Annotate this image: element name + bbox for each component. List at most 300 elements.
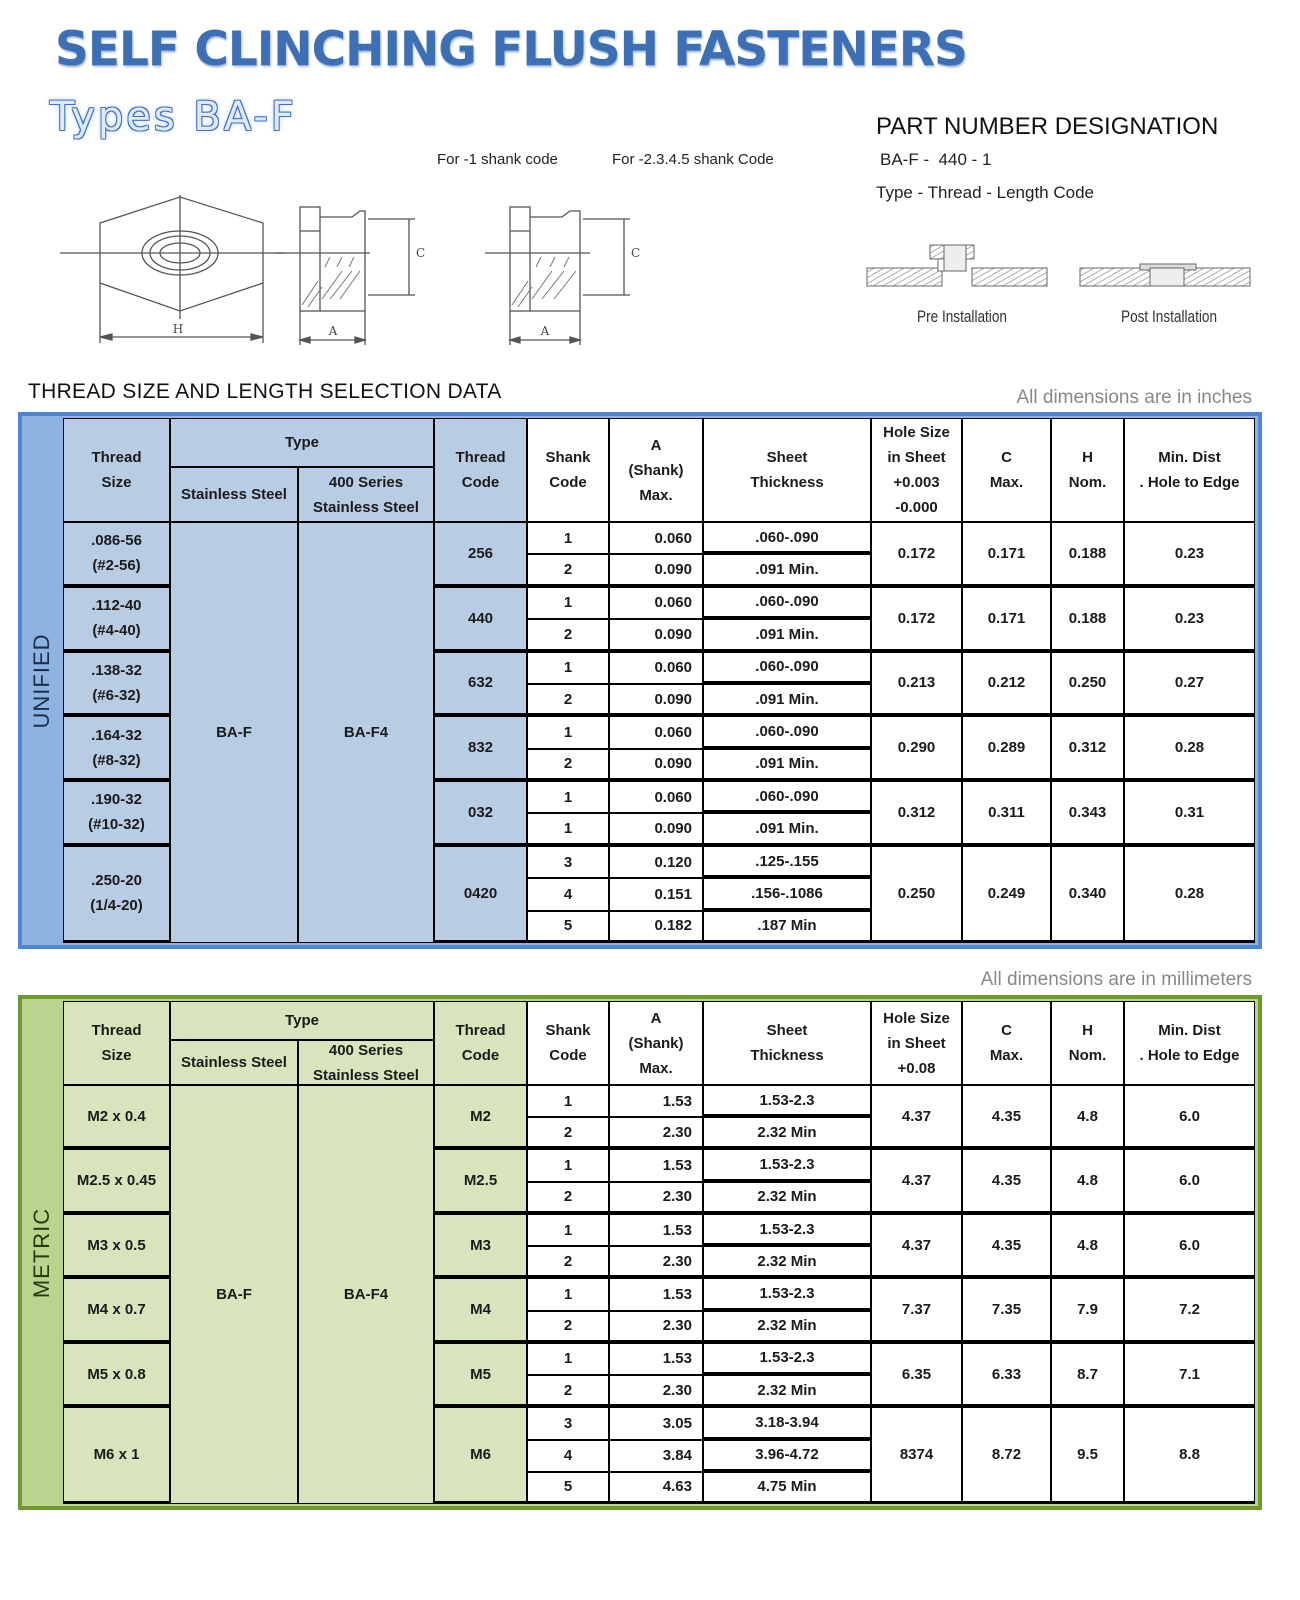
sheet-thickness-cell: 1.53-2.3 (703, 1278, 871, 1310)
h-nom-cell: 7.9 (1051, 1278, 1124, 1342)
c-max-cell: 0.212 (962, 652, 1051, 717)
unified-side-label (22, 416, 62, 945)
min-dist-cell: 7.1 (1124, 1343, 1255, 1407)
header-hole-size-line: Hole Size (883, 1009, 950, 1027)
header-a-shank-max-line: A (650, 1009, 662, 1027)
metric-table (18, 995, 1262, 1510)
thread-size-cell-text (91, 658, 142, 708)
min-dist-cell: 8.8 (1124, 1407, 1255, 1504)
a-shank-cell: 1.53 (609, 1149, 703, 1181)
sheet-thickness-cell: .187 Min (703, 911, 871, 943)
header-thread-code-text (455, 445, 505, 495)
thread-code-cell: 256 (434, 522, 527, 587)
min-dist-cell: 0.23 (1124, 587, 1255, 652)
thread-size-cell-line: M6 x 1 (93, 1446, 140, 1464)
header-h-nom-line: Nom. (1068, 1047, 1107, 1064)
sheet-thickness-cell: .060-.090 (703, 652, 871, 684)
part-number-legend: Type - Thread - Length Code (876, 183, 1094, 202)
header-h-nom-text (1069, 445, 1107, 495)
sheet-thickness-cell: .060-.090 (703, 587, 871, 619)
thread-size-cell-line: (#6-32) (92, 686, 141, 704)
installation-drawings (862, 240, 1257, 295)
c-max-cell: 4.35 (962, 1214, 1051, 1278)
sheet-thickness-cell: .060-.090 (703, 522, 871, 554)
pre-installation-label: Pre Installation (917, 307, 1007, 326)
metric-grid (63, 1001, 1256, 1504)
header-h-nom-line: Nom. (1068, 474, 1107, 491)
a-shank-cell: 3.05 (609, 1407, 703, 1439)
h-nom-cell: 0.312 (1051, 716, 1124, 781)
header-shank-code (527, 1001, 609, 1085)
c-max-cell: 0.171 (962, 587, 1051, 652)
dim-label-a-2: A (540, 324, 550, 338)
header-sheet-thickness-text (750, 1018, 823, 1068)
thread-code-cell: M6 (434, 1407, 527, 1504)
a-shank-cell: 1.53 (609, 1343, 703, 1375)
shank-code-cell: 1 (527, 813, 609, 845)
a-shank-cell: 1.53 (609, 1278, 703, 1310)
shank-code-cell: 4 (527, 878, 609, 910)
c-max-cell: 6.33 (962, 1343, 1051, 1407)
min-dist-cell: 0.23 (1124, 522, 1255, 587)
header-shank-code-text (545, 1018, 590, 1068)
c-max-cell: 8.72 (962, 1407, 1051, 1504)
header-shank-code-text (545, 445, 590, 495)
h-nom-cell: 4.8 (1051, 1085, 1124, 1149)
header-type-400-series-line: 400 Series (328, 1041, 404, 1059)
header-type-stainless: Stainless Steel (170, 1040, 298, 1085)
header-c-max (962, 1001, 1051, 1085)
thread-size-cell-line: .250-20 (91, 872, 142, 890)
dim-label-a: A (328, 324, 338, 338)
header-type: Type (170, 1001, 434, 1040)
min-dist-cell: 6.0 (1124, 1149, 1255, 1213)
header-thread-size-text (91, 1018, 141, 1068)
c-max-cell: 4.35 (962, 1085, 1051, 1149)
hole-size-cell: 0.312 (871, 781, 962, 846)
shank-code-cell: 3 (527, 846, 609, 878)
a-shank-cell: 0.090 (609, 813, 703, 845)
a-shank-cell: 0.090 (609, 619, 703, 651)
h-nom-cell: 0.343 (1051, 781, 1124, 846)
c-max-cell: 0.311 (962, 781, 1051, 846)
thread-size-cell-line: (#10-32) (88, 816, 145, 834)
header-type-400-series (298, 467, 434, 522)
sheet-thickness-cell: .060-.090 (703, 781, 871, 813)
header-type-400-series (298, 1040, 434, 1085)
header-type-stainless: Stainless Steel (170, 467, 298, 522)
thread-size-cell-line: .138-32 (91, 661, 142, 679)
side-view-shank-2345-drawing (485, 207, 630, 345)
shank-code-cell: 2 (527, 1375, 609, 1407)
thread-code-cell: M2 (434, 1085, 527, 1149)
header-thread-size (63, 418, 170, 522)
a-shank-cell: 0.060 (609, 652, 703, 684)
header-hole-size-line: +0.08 (897, 1059, 936, 1077)
thread-size-cell-line: (#2-56) (92, 557, 141, 575)
header-thread-code-line: Code (461, 1047, 500, 1064)
min-dist-cell: 0.27 (1124, 652, 1255, 717)
header-c-max-text (990, 1018, 1023, 1068)
c-max-cell: 0.249 (962, 846, 1051, 943)
header-thread-code-line: Thread (455, 449, 506, 466)
header-hole-size-line: Hole Size (883, 424, 950, 441)
thread-size-cell (63, 716, 170, 781)
header-hole-size (871, 1001, 962, 1085)
a-shank-cell: 2.30 (609, 1182, 703, 1214)
header-c-max-line: Max. (989, 1047, 1024, 1064)
post-installation-label: Post Installation (1121, 307, 1218, 326)
metric-side-label-text: METRIC (29, 1207, 54, 1298)
header-h-nom-line: H (1082, 1022, 1093, 1039)
shank-code-cell: 2 (527, 1117, 609, 1149)
thread-size-cell (63, 1085, 170, 1149)
unified-side-label-text: UNIFIED (29, 633, 54, 728)
sheet-thickness-cell: 2.32 Min (703, 1182, 871, 1214)
header-sheet-thickness-line: Thickness (750, 474, 824, 491)
header-thread-code-text (455, 1018, 505, 1068)
header-thread-size-text (91, 445, 141, 495)
header-a-shank-max-line: Max. (639, 486, 673, 504)
hole-size-cell: 0.172 (871, 587, 962, 652)
sheet-thickness-cell: .125-.155 (703, 846, 871, 878)
h-nom-cell: 9.5 (1051, 1407, 1124, 1504)
header-min-dist (1124, 1001, 1255, 1085)
header-type-400-series-line: Stainless Steel (313, 498, 419, 516)
thread-size-cell-line: .190-32 (91, 791, 142, 809)
header-hole-size-line: in Sheet (887, 1034, 946, 1052)
sheet-thickness-cell: .091 Min. (703, 749, 871, 781)
header-min-dist-text (1139, 445, 1239, 495)
a-shank-cell: 3.84 (609, 1440, 703, 1472)
sheet-thickness-cell: 2.32 Min (703, 1117, 871, 1149)
header-h-nom-text (1069, 1018, 1107, 1068)
header-thread-code-line: Thread (455, 1022, 506, 1039)
type-400-series-value: BA-F4 (298, 522, 434, 943)
sheet-thickness-cell: 2.32 Min (703, 1311, 871, 1343)
h-nom-cell: 0.250 (1051, 652, 1124, 717)
thread-size-cell (63, 1214, 170, 1278)
header-thread-size-line: Thread (91, 1022, 142, 1039)
a-shank-cell: 0.060 (609, 522, 703, 554)
shank-code-cell: 3 (527, 1407, 609, 1439)
shank-code-cell: 4 (527, 1440, 609, 1472)
thread-code-cell: 832 (434, 716, 527, 781)
hole-size-cell: 0.290 (871, 716, 962, 781)
sheet-thickness-cell: 1.53-2.3 (703, 1149, 871, 1181)
thread-size-cell (63, 522, 170, 587)
header-c-max-line: C (1001, 1022, 1012, 1039)
a-shank-cell: 0.090 (609, 684, 703, 716)
header-shank-code-line: Code (549, 474, 587, 491)
thread-size-cell-line: M4 x 0.7 (87, 1301, 146, 1319)
header-shank-code-line: Shank (545, 449, 591, 466)
header-min-dist (1124, 418, 1255, 522)
side-view-shank-1-drawing (275, 207, 415, 345)
thread-size-cell-text (87, 1104, 145, 1129)
thread-size-cell-text (90, 868, 143, 918)
thread-size-cell-line: M5 x 0.8 (87, 1365, 146, 1383)
hole-size-cell: 7.37 (871, 1278, 962, 1342)
shank-code-cell: 1 (527, 1149, 609, 1181)
c-max-cell: 0.289 (962, 716, 1051, 781)
shank-code-cell: 1 (527, 652, 609, 684)
thread-code-cell: 632 (434, 652, 527, 717)
a-shank-cell: 2.30 (609, 1117, 703, 1149)
hole-size-cell: 8374 (871, 1407, 962, 1504)
type-400-series-value: BA-F4 (298, 1085, 434, 1504)
h-nom-cell: 0.188 (1051, 587, 1124, 652)
hole-size-cell: 4.37 (871, 1085, 962, 1149)
header-shank-code-line: Shank (545, 1022, 591, 1039)
type-stainless-value: BA-F (170, 1085, 298, 1504)
a-shank-cell: 0.060 (609, 781, 703, 813)
units-note-millimeters: All dimensions are in millimeters (980, 969, 1252, 990)
thread-size-cell-text (88, 787, 145, 837)
thread-size-cell-line: .086-56 (91, 532, 142, 550)
header-shank-code-line: Code (549, 1047, 587, 1064)
header-type-400-series-line: 400 Series (328, 473, 404, 491)
sheet-thickness-cell: 3.18-3.94 (703, 1407, 871, 1439)
shank-code-cell: 5 (527, 1472, 609, 1504)
min-dist-cell: 7.2 (1124, 1278, 1255, 1342)
shank-code-cell: 2 (527, 1182, 609, 1214)
a-shank-cell: 2.30 (609, 1375, 703, 1407)
unified-table (18, 412, 1262, 949)
h-nom-cell: 4.8 (1051, 1214, 1124, 1278)
header-sheet-thickness (703, 1001, 871, 1085)
header-type: Type (170, 418, 434, 467)
thread-size-cell-text (94, 1442, 140, 1467)
thread-size-cell (63, 1278, 170, 1342)
header-hole-size-text (883, 1006, 950, 1081)
header-c-max (962, 418, 1051, 522)
sheet-thickness-cell: .091 Min. (703, 813, 871, 845)
dim-label-c: C (416, 246, 426, 260)
header-a-shank-max-line: Max. (639, 1059, 673, 1077)
part-number-title: PART NUMBER DESIGNATION (876, 113, 1219, 140)
h-nom-cell: 0.188 (1051, 522, 1124, 587)
header-thread-size (63, 1001, 170, 1085)
thread-size-cell-text (87, 1362, 145, 1387)
a-shank-cell: 2.30 (609, 1246, 703, 1278)
hole-size-cell: 4.37 (871, 1214, 962, 1278)
thread-size-cell-line: .164-32 (91, 726, 142, 744)
sheet-thickness-cell: 1.53-2.3 (703, 1343, 871, 1375)
header-a-shank-max (609, 418, 703, 522)
page-subtitle: Types BA-F (50, 94, 297, 140)
thread-code-cell: M3 (434, 1214, 527, 1278)
h-nom-cell: 8.7 (1051, 1343, 1124, 1407)
header-thread-code (434, 418, 527, 522)
hex-top-view-drawing (60, 195, 285, 343)
header-c-max-line: C (1001, 449, 1012, 466)
sheet-thickness-cell: 3.96-4.72 (703, 1440, 871, 1472)
a-shank-cell: 0.090 (609, 554, 703, 586)
header-c-max-text (990, 445, 1023, 495)
thread-size-cell-text (77, 1168, 156, 1193)
shank-code-cell: 2 (527, 1246, 609, 1278)
c-max-cell: 4.35 (962, 1149, 1051, 1213)
header-h-nom (1051, 1001, 1124, 1085)
min-dist-cell: 6.0 (1124, 1085, 1255, 1149)
hole-size-cell: 0.250 (871, 846, 962, 943)
a-shank-cell: 2.30 (609, 1311, 703, 1343)
c-max-cell: 0.171 (962, 522, 1051, 587)
type-stainless-value: BA-F (170, 522, 298, 943)
a-shank-cell: 0.151 (609, 878, 703, 910)
min-dist-cell: 0.28 (1124, 846, 1255, 943)
shank-code-cell: 2 (527, 619, 609, 651)
header-hole-size-line: +0.003 (893, 474, 940, 491)
post-installation-drawing (1080, 264, 1250, 286)
shank-code-cell: 1 (527, 1278, 609, 1310)
h-nom-cell: 0.340 (1051, 846, 1124, 943)
header-h-nom-line: H (1082, 449, 1093, 466)
header-shank-code (527, 418, 609, 522)
thread-size-cell (63, 846, 170, 943)
sheet-thickness-cell: .091 Min. (703, 554, 871, 586)
header-thread-size-line: Size (101, 474, 132, 491)
sheet-thickness-cell: .091 Min. (703, 619, 871, 651)
header-thread-size-line: Size (101, 1047, 132, 1064)
shank-code-cell: 2 (527, 554, 609, 586)
min-dist-cell: 6.0 (1124, 1214, 1255, 1278)
shank-code-cell: 2 (527, 749, 609, 781)
pre-installation-drawing (867, 245, 1047, 286)
header-h-nom (1051, 418, 1124, 522)
header-min-dist-line: Min. Dist (1158, 449, 1221, 466)
sheet-thickness-cell: 4.75 Min (703, 1472, 871, 1504)
header-type-400-series-line: Stainless Steel (313, 1066, 419, 1084)
thread-size-cell-line: .112-40 (91, 597, 142, 615)
header-min-dist-line: . Hole to Edge (1139, 1047, 1240, 1064)
header-a-shank-max-line: (Shank) (628, 461, 684, 479)
sheet-thickness-cell: .156-.1086 (703, 878, 871, 910)
shank-code-cell: 5 (527, 911, 609, 943)
thread-size-cell-line: (1/4-20) (90, 897, 143, 915)
thread-size-cell-text (87, 1233, 145, 1258)
shank-code-cell: 1 (527, 587, 609, 619)
thread-size-cell-text (91, 528, 142, 578)
fastener-drawings (60, 195, 740, 350)
a-shank-cell: 4.63 (609, 1472, 703, 1504)
header-sheet-thickness-line: Thickness (750, 1047, 824, 1064)
header-hole-size (871, 418, 962, 522)
thread-size-cell-line: (#4-40) (92, 622, 141, 640)
shank-code-cell: 1 (527, 716, 609, 748)
shank-code-cell: 2 (527, 684, 609, 716)
sheet-thickness-cell: .091 Min. (703, 684, 871, 716)
thread-size-cell-text (91, 723, 142, 773)
min-dist-cell: 0.31 (1124, 781, 1255, 846)
thread-size-cell (63, 1407, 170, 1504)
h-nom-cell: 4.8 (1051, 1149, 1124, 1213)
header-a-shank-max-line: A (650, 436, 662, 454)
thread-size-cell-line: M2 x 0.4 (87, 1107, 146, 1125)
header-a-shank-max-line: (Shank) (628, 1034, 684, 1052)
dim-label-h: H (172, 322, 184, 336)
part-number-example: BA-F - 440 - 1 (880, 150, 992, 169)
shank-code-cell: 1 (527, 1085, 609, 1117)
a-shank-cell: 0.060 (609, 587, 703, 619)
thread-size-cell (63, 781, 170, 846)
header-hole-size-line: in Sheet (887, 449, 946, 466)
section-title: THREAD SIZE AND LENGTH SELECTION DATA (28, 380, 502, 403)
shank-code-cell: 2 (527, 1311, 609, 1343)
thread-size-cell (63, 1343, 170, 1407)
header-a-shank-max (609, 1001, 703, 1085)
caption-shank-2345: For -2.3.4.5 shank Code (612, 151, 774, 168)
thread-code-cell: M2.5 (434, 1149, 527, 1213)
min-dist-cell: 0.28 (1124, 716, 1255, 781)
a-shank-cell: 0.090 (609, 749, 703, 781)
header-thread-code-line: Code (461, 474, 500, 491)
header-hole-size-line: -0.000 (895, 499, 938, 516)
sheet-thickness-cell: 2.32 Min (703, 1375, 871, 1407)
header-thread-size-line: Thread (91, 449, 142, 466)
header-type-400-series-text (313, 1040, 419, 1085)
shank-code-cell: 1 (527, 522, 609, 554)
thread-size-cell (63, 1149, 170, 1213)
hole-size-cell: 0.172 (871, 522, 962, 587)
caption-shank-1: For -1 shank code (437, 151, 558, 168)
thread-code-cell: 032 (434, 781, 527, 846)
header-sheet-thickness-line: Sheet (766, 1022, 808, 1039)
sheet-thickness-cell: .060-.090 (703, 716, 871, 748)
thread-size-cell-line: M2.5 x 0.45 (76, 1172, 157, 1190)
header-c-max-line: Max. (989, 474, 1024, 491)
shank-code-cell: 1 (527, 781, 609, 813)
hole-size-cell: 4.37 (871, 1149, 962, 1213)
thread-size-cell-line: M3 x 0.5 (87, 1236, 146, 1254)
header-a-shank-max-text (628, 1006, 683, 1081)
metric-side-label (22, 999, 62, 1506)
a-shank-cell: 1.53 (609, 1085, 703, 1117)
thread-code-cell: 0420 (434, 846, 527, 943)
c-max-cell: 7.35 (962, 1278, 1051, 1342)
a-shank-cell: 1.53 (609, 1214, 703, 1246)
thread-size-cell-text (87, 1297, 145, 1322)
thread-size-cell (63, 652, 170, 717)
thread-code-cell: M5 (434, 1343, 527, 1407)
header-a-shank-max-text (628, 433, 683, 508)
header-sheet-thickness-line: Sheet (766, 449, 808, 466)
header-sheet-thickness (703, 418, 871, 522)
header-type-400-series-text (313, 470, 419, 520)
hole-size-cell: 0.213 (871, 652, 962, 717)
shank-code-cell: 1 (527, 1343, 609, 1375)
thread-code-cell: M4 (434, 1278, 527, 1342)
thread-size-cell-text (91, 593, 141, 643)
a-shank-cell: 0.060 (609, 716, 703, 748)
thread-code-cell: 440 (434, 587, 527, 652)
sheet-thickness-cell: 1.53-2.3 (703, 1214, 871, 1246)
unified-grid (63, 418, 1256, 943)
header-thread-code (434, 1001, 527, 1085)
a-shank-cell: 0.120 (609, 846, 703, 878)
header-min-dist-line: . Hole to Edge (1139, 474, 1240, 491)
sheet-thickness-cell: 2.32 Min (703, 1246, 871, 1278)
thread-size-cell-line: (#8-32) (92, 751, 141, 769)
header-hole-size-text (883, 420, 950, 520)
sheet-thickness-cell: 1.53-2.3 (703, 1085, 871, 1117)
a-shank-cell: 0.182 (609, 911, 703, 943)
header-min-dist-line: Min. Dist (1158, 1022, 1221, 1039)
units-note-inches: All dimensions are in inches (1016, 387, 1252, 408)
thread-size-cell (63, 587, 170, 652)
dim-label-c-2: C (631, 246, 641, 260)
